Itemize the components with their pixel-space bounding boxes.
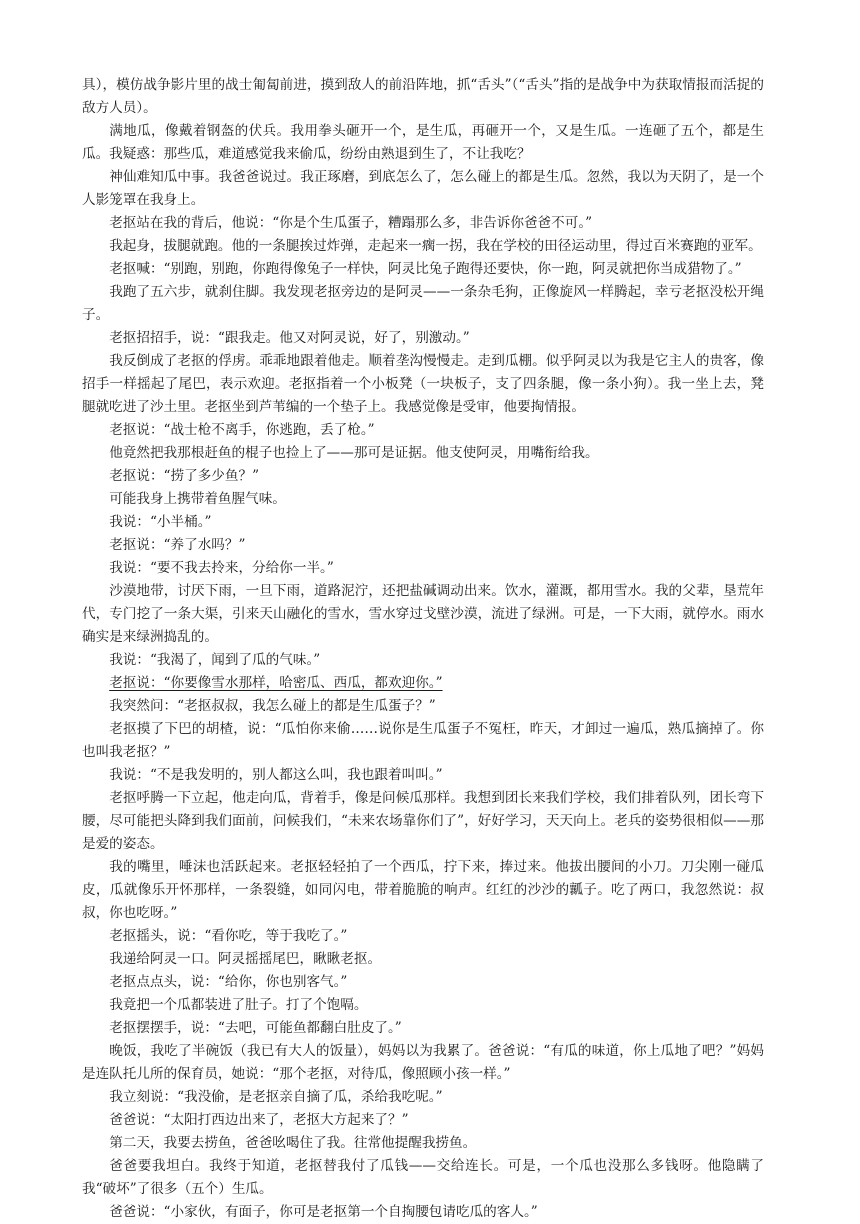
paragraph: 老抠呼腾一下立起，他走向瓜，背着手，像是问候瓜那样。我想到团长来我们学校，我们排着队列，团长弯下腰，尽可能把头降到我们面前，问候我们，“未来农场靠你们了”，好好学习，天天向上。老兵的姿势很相似——那是爱的姿态。 [82, 790, 764, 852]
paragraph: 老抠喊：“别跑，别跑，你跑得像兔子一样快，阿灵比兔子跑得还要快，你一跑，阿灵就把你当成猎物了。” [109, 261, 742, 277]
paragraph: 老抠点点头，说：“给你，你也别客气。” [109, 974, 348, 990]
paragraph: 爸爸要我坦白。我终于知道，老抠替我付了瓜钱——交给连长。可是，一个瓜也没那么多钱呀。他隐瞒了我“破坏”了很多（五个）生瓜。 [82, 1158, 764, 1197]
paragraph: 第二天，我要去捞鱼，爸爸吆喝住了我。往常他提醒我捞鱼。 [109, 1135, 477, 1151]
paragraph: 我说：“小半桶。” [109, 514, 212, 530]
paragraph: 老抠说：“捞了多少鱼？” [109, 468, 260, 484]
paragraph: 我起身，拔腿就跑。他的一条腿挨过炸弹，走起来一瘸一拐，我在学校的田径运动里，得过百米赛跑的亚军。 [109, 238, 762, 254]
paragraph: 老抠说：“养了水吗？” [109, 537, 246, 553]
paragraph: 我跑了五六步，就刹住脚。我发现老抠旁边的是阿灵——一条杂毛狗，正像旋风一样腾起，幸亏老抠没松开绳子。 [82, 284, 764, 323]
paragraph: 具），模仿战争影片里的战士匍匐前进，摸到敌人的前沿阵地，抓“舌头”（“舌头”指的是战争中为获取情报而活捉的敌方人员）。 [82, 77, 764, 116]
paragraph: 他竟然把我那根赶鱼的棍子也捡上了——那可是证据。他支使阿灵，用嘴衔给我。 [109, 445, 599, 461]
paragraph: 我反倒成了老抠的俘虏。乖乖地跟着他走。顺着垄沟慢慢走。走到瓜棚。似乎阿灵以为我是它主人的贵客，像招手一样摇起了尾巴，表示欢迎。老抠指着一个小板凳（一块板子，支了四条腿，像一条小狗）。我一坐上去，凳腿就吃进了沙土里。老抠坐到芦苇编的一个垫子上。我感觉像是受审，他要掏情报。 [82, 353, 764, 415]
paragraph: 我递给阿灵一口。阿灵摇摇尾巴，瞅瞅老抠。 [109, 951, 382, 967]
paragraph: 我突然问：“老抠叔叔，我怎么碰上的都是生瓜蛋子？” [109, 698, 436, 714]
paragraph: 我说：“要不我去拎来，分给你一半。” [109, 560, 334, 576]
paragraph: 老抠说：“战士枪不离手，你逃跑，丢了枪。” [109, 422, 375, 438]
underlined-paragraph [82, 672, 764, 695]
paragraph: 我立刻说：“我没偷，是老抠亲自摘了瓜，杀给我吃呢。” [109, 1089, 443, 1105]
paragraph: 老抠摸了下巴的胡楂，说：“瓜怕你来偷……说你是生瓜蛋子不冤枉，昨天，才卸过一遍瓜，熟瓜摘掉了。你也叫我老抠？” [82, 721, 764, 760]
underlined-sentence: 老抠说：“你要像雪水那样，哈密瓜、西瓜，都欢迎你。” [109, 675, 443, 691]
paragraph: 老抠招招手，说：“跟我走。他又对阿灵说，好了，别激动。” [109, 330, 470, 346]
paragraph: 老抠摇头，说：“看你吃，等于我吃了。” [109, 928, 348, 944]
paragraph: 我竟把一个瓜都装进了肚子。打了个饱嗝。 [109, 997, 368, 1013]
paragraph: 爸爸说：“太阳打西边出来了，老抠大方起来了？” [109, 1112, 409, 1128]
paragraph: 神仙难知瓜中事。我爸爸说过。我正琢磨，到底怎么了，怎么碰上的都是生瓜。忽然，我以为天阴了，是一个人影笼罩在我身上。 [82, 169, 764, 208]
paragraph: 晚饭，我吃了半碗饭（我已有大人的饭量），妈妈以为我累了。爸爸说：“有瓜的味道，你上瓜地了吧？”妈妈是连队托儿所的保育员，她说：“那个老抠，对待瓜，像照顾小孩一样。” [82, 1043, 764, 1082]
paragraph: 我说：“我渴了，闻到了瓜的气味。” [109, 652, 321, 668]
paragraph: 可能我身上携带着鱼腥气味。 [109, 491, 286, 507]
paragraph: 我说：“不是我发明的，别人都这么叫，我也跟着叫叫。” [109, 767, 443, 783]
paragraph: 老抠摆摆手，说：“去吧，可能鱼都翻白肚皮了。” [109, 1020, 402, 1036]
paragraph: 老抠站在我的背后，他说：“你是个生瓜蛋子，糟蹋那么多，非告诉你爸爸不可。” [109, 215, 593, 231]
paragraph: 我的嘴里，唾沫也活跃起来。老抠轻轻拍了一个西瓜，拧下来，捧过来。他拔出腰间的小刀。刀尖刚一碰瓜皮，瓜就像乐开怀那样，一条裂缝，如同闪电，带着脆脆的响声。红红的沙沙的瓤子。吃了两口，我忽然说：叔叔，你也吃呀。” [82, 859, 764, 921]
paragraph: 满地瓜，像戴着钢盔的伏兵。我用拳头砸开一个，是生瓜，再砸开一个，又是生瓜。一连砸了五个，都是生瓜。我疑惑：那些瓜，难道感觉我来偷瓜，纷纷由熟退到生了，不让我吃？ [82, 123, 764, 162]
paragraph: 爸爸说：“小家伙，有面子，你可是老抠第一个自掏腰包请吃瓜的客人。” [109, 1204, 538, 1220]
paragraph: 沙漠地带，讨厌下雨，一旦下雨，道路泥泞，还把盐碱调动出来。饮水，灌溉，都用雪水。我的父辈，垦荒年代，专门挖了一条大渠，引来天山融化的雪水，雪水穿过戈壁沙漠，流进了绿洲。可是，一下大雨，就停水。雨水确实是来绿洲捣乱的。 [82, 583, 764, 645]
